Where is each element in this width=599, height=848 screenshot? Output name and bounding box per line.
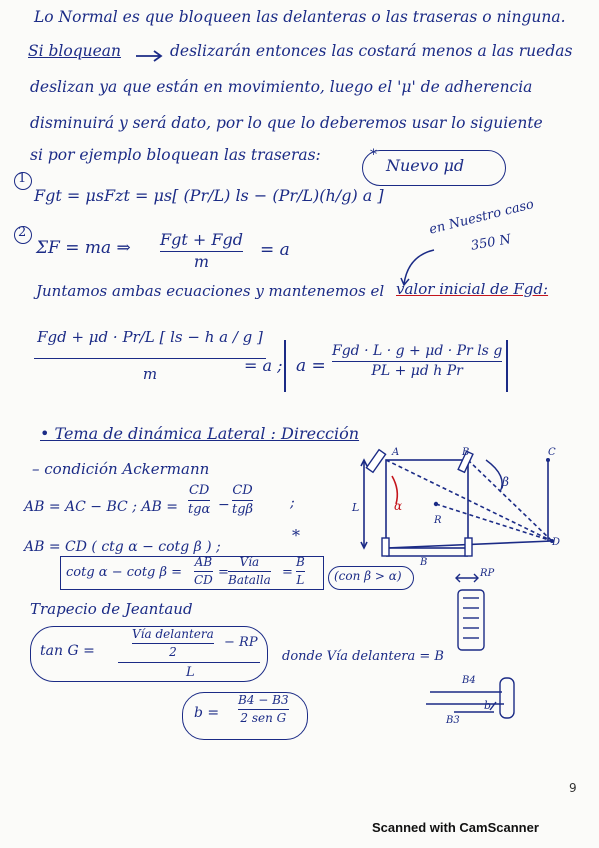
diagram-label-R: R [434, 515, 442, 526]
label-B4: B4 [462, 675, 476, 686]
ackermann-star-icon: * [292, 526, 300, 545]
ackermann-box-frac2 [228, 556, 271, 586]
diagram-label-beta: β [502, 475, 509, 489]
new-mu-text: Nuevo μd [386, 156, 465, 175]
camscanner-footer: Scanned with CamScanner [372, 820, 539, 835]
result-den: PL + μd h Pr [371, 362, 463, 379]
step-2-lhs: ΣF = ma ⇒ [36, 238, 131, 258]
ackermann-box-eq: = [218, 565, 229, 580]
diagram-label-D: D [552, 537, 561, 548]
rear-right-wheel [465, 538, 472, 556]
diagram-label-alpha: α [394, 499, 403, 513]
intro-line-4: disminuirá y será dato, por lo que lo deberemos usar lo siguiente [30, 114, 543, 132]
trapecio-den: L [186, 665, 195, 680]
diagram-label-C: C [548, 447, 556, 458]
trapecio-tan-lhs: tan G = [40, 643, 95, 659]
beta-arc [486, 460, 502, 492]
ackermann-eq1-frac2-den: tgβ [232, 501, 254, 517]
step-2-rhs: = a [260, 240, 290, 260]
intro-line-2-prefix: Si bloquean [28, 42, 122, 60]
join-text-highlight: valor inicial de Fgd: [396, 280, 549, 298]
ackermann-eq1-frac2 [232, 484, 253, 516]
ackermann-eq1-frac1-num: CD [188, 483, 210, 498]
big-eq-equals: = a ; [244, 356, 283, 375]
ackermann-box-frac2-den: Batalla [228, 572, 271, 587]
ackermann-box-frac3-num: B [296, 555, 305, 569]
label-RP: RP [480, 568, 495, 579]
ackermann-eq2: AB = CD ( ctg α − cotg β ) ; [24, 539, 221, 555]
ackermann-eq1-minus: − [218, 497, 230, 513]
page-number: 9 [569, 781, 577, 795]
step-2-frac-num: Fgt + Fgd [160, 230, 243, 249]
ackermann-eq1-frac1-den: tgα [188, 501, 211, 517]
ackermann-box-left: cotg α − cotg β = [66, 565, 183, 580]
topic-heading: • Tema de dinámica Lateral : Dirección [40, 424, 360, 443]
result-lhs: a = [296, 356, 326, 376]
trapecio-inner-frac [132, 628, 214, 658]
join-text-prefix: Juntamos ambas ecuaciones y mantenemos el [36, 282, 385, 300]
ackermann-box-frac2-num: Vía [239, 555, 260, 569]
ackermann-box-frac1 [194, 556, 213, 586]
label-b: b [484, 699, 492, 712]
ackermann-eq1-frac2-num: CD [232, 483, 253, 498]
ackermann-title: – condición Ackermann [32, 460, 210, 478]
diagram-label-L: L [352, 501, 360, 514]
ackermann-condition: (con β > α) [334, 569, 402, 583]
step-2-number: 2 [18, 225, 27, 240]
b-formula-den: 2 sen G [240, 710, 287, 725]
step-2-fraction [160, 232, 243, 271]
side-note-line-1: en Nuestro caso [427, 197, 536, 238]
step-1-equation: Fgt = μsFzt = μs[ (Pr/L) ls − (Pr/L)(h/g) a ] [34, 186, 384, 205]
diagram-label-A: A [392, 447, 400, 458]
front-left-wheel [366, 450, 385, 473]
ackermann-box-frac3-den: L [296, 572, 305, 587]
diagram-label-B: B [462, 447, 470, 458]
step-2-frac-den: m [193, 251, 210, 271]
b-formula-frac [238, 694, 289, 724]
tire-rp-sketch [452, 568, 502, 658]
ackermann-box-frac1-num: AB [194, 555, 213, 569]
trapecio-num-minus: − RP [224, 635, 258, 650]
trapecio-main-bar [118, 662, 260, 663]
trapecio-num-top-den: 2 [169, 644, 177, 659]
big-equation-fraction [34, 330, 266, 383]
step-1-number: 1 [18, 171, 27, 186]
arrow-icon [134, 50, 164, 62]
intro-line-5: si por ejemplo bloquean las traseras: [30, 146, 321, 164]
result-fraction [332, 344, 502, 378]
big-eq-den: m [142, 364, 158, 383]
ackermann-eq1-frac1 [188, 484, 210, 516]
ackermann-eq1-left: AB = AC − BC ; AB = [24, 499, 178, 515]
ackermann-eq1-end: ; [290, 495, 295, 511]
intro-line-1: Lo Normal es que bloqueen las delanteras o las traseras o ninguna. [34, 8, 566, 26]
b-formula-lhs: b = [194, 705, 220, 721]
result-num: Fgd · L · g + μd · Pr ls g [332, 343, 503, 359]
diagram-label-bottom-B: B [420, 557, 428, 568]
label-B3: B3 [446, 715, 460, 726]
rear-left-wheel [382, 538, 389, 556]
side-note-line-2: 350 N [469, 232, 513, 254]
big-eq-num: Fgd + μd · Pr/L [ ls − h a / g ] [37, 328, 263, 346]
ackermann-diagram [352, 446, 592, 576]
ackermann-box-frac3 [296, 556, 305, 586]
ackermann-box-eq2: = [282, 565, 293, 580]
intro-line-2-rest: deslizarán entonces las costará menos a las ruedas [170, 42, 573, 60]
trapecio-donde: donde Vía delantera = B [282, 649, 444, 664]
ackermann-box-frac1-den: CD [194, 572, 213, 587]
intro-line-3: deslizan ya que están en movimiento, luego el 'μ' de adherencia [30, 78, 533, 96]
trapecio-title: Trapecio de Jeantaud [30, 600, 193, 618]
trapecio-num-top: Vía delantera [132, 627, 214, 641]
b-formula-num: B4 − B3 [238, 693, 289, 707]
new-mu-star-icon: * [370, 147, 377, 163]
